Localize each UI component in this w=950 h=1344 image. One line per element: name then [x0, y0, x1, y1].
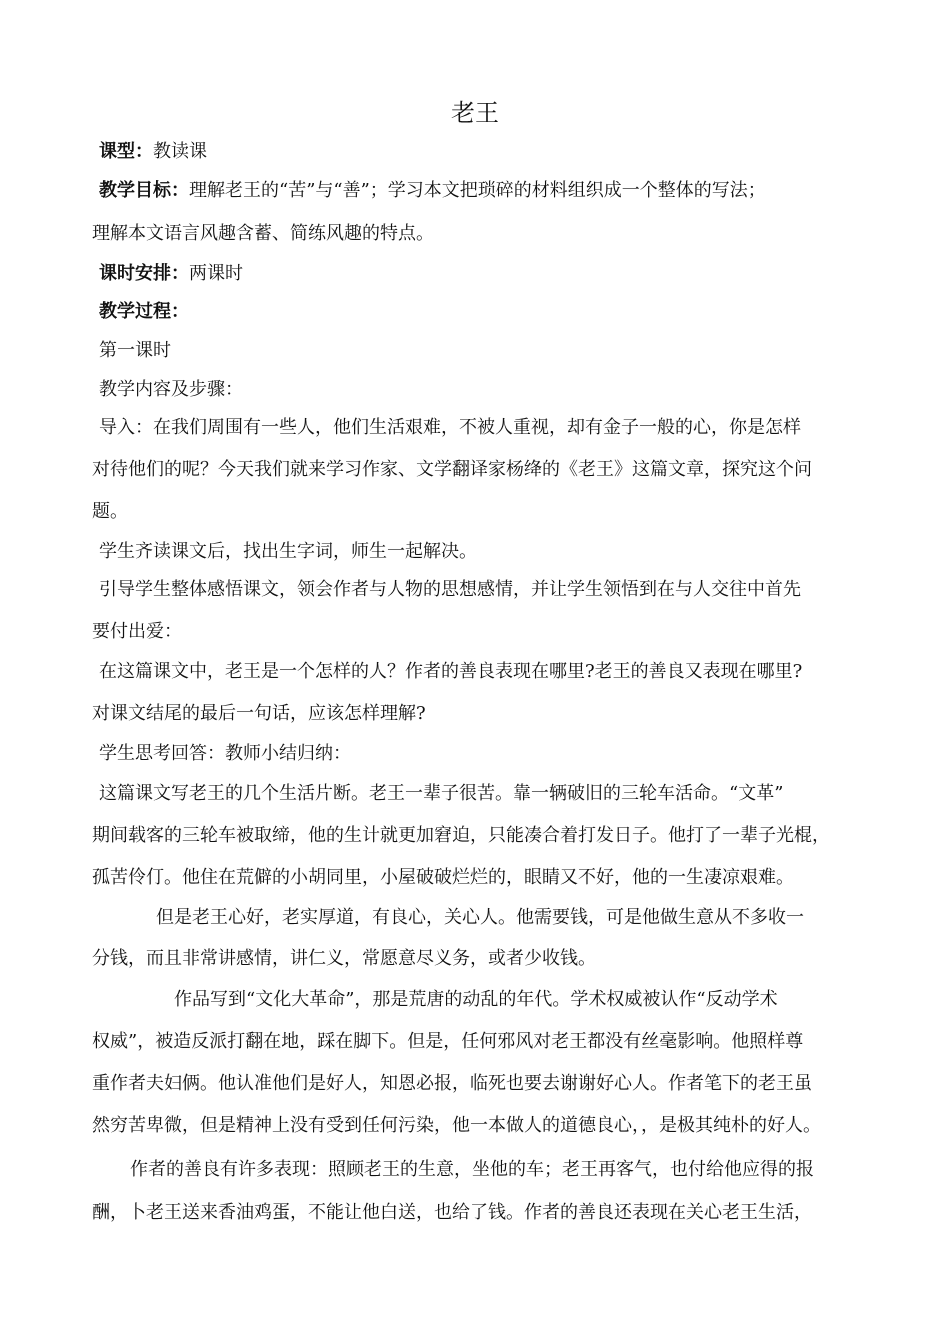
body-line: 学生齐读课文后，找出生字词，师生一起解决。 [99, 541, 477, 562]
teaching-goal-label: 教学目标： [99, 180, 189, 201]
body-line: 但是老王心好，老实厚道，有良心，关心人。他需要钱，可是他做生意从不多收一 [156, 907, 804, 928]
body-line: 学生思考回答：教师小结归纳： [99, 743, 351, 764]
body-line: 引导学生整体感悟课文，领会作者与人物的思想感情，并让学生领悟到在与人交往中首先 [99, 579, 801, 600]
body-line: 在这篇课文中，老王是一个怎样的人？作者的善良表现在哪里?老王的善良又表现在哪里? [99, 661, 803, 682]
course-type-value: 教读课 [153, 141, 207, 162]
schedule-label: 课时安排： [99, 263, 189, 284]
body-line: 对课文结尾的最后一句话，应该怎样理解? [92, 703, 426, 724]
body-line: 权威”，被造反派打翻在地，踩在脚下。但是，任何邪风对老王都没有丝毫影响。他照样尊 [92, 1031, 804, 1052]
body-line: 作者的善良有许多表现：照顾老王的生意，坐他的车；老王再客气，也付给他应得的报 [130, 1159, 814, 1180]
process-heading: 教学过程： [99, 301, 189, 322]
body-line: 酬，卜老王送来香油鸡蛋，不能让他白送，也给了钱。作者的善良还表现在关心老王生活， [92, 1202, 812, 1223]
schedule-value: 两课时 [189, 263, 243, 284]
body-line: 期间载客的三轮车被取缔，他的生计就更加窘迫，只能凑合着打发日子。他打了一辈子光棍， [92, 825, 830, 846]
body-line: 对待他们的呢？今天我们就来学习作家、文学翻译家杨绛的《老王》这篇文章，探究这个问 [92, 459, 812, 480]
course-type-label: 课型： [99, 141, 153, 162]
schedule-line [99, 262, 874, 286]
body-line: 第一课时 [99, 340, 171, 361]
document-title: 老王 [451, 99, 499, 127]
course-type-line [99, 140, 874, 164]
body-line: 孤苦伶仃。他住在荒僻的小胡同里，小屋破破烂烂的，眼睛又不好，他的一生凄凉艰难。 [92, 867, 794, 888]
teaching-goal-continuation: 理解本文语言风趣含蓄、简练风趣的特点。 [92, 223, 434, 244]
body-line: 然穷苦卑微，但是精神上没有受到任何污染，他一本做人的道德良心，，是极其纯朴的好人。 [92, 1115, 821, 1136]
body-line: 要付出爱： [92, 621, 182, 642]
body-line: 分钱，而且非常讲感情，讲仁义，常愿意尽义务，或者少收钱。 [92, 948, 596, 969]
body-line: 题。 [92, 501, 128, 522]
body-line: 这篇课文写老王的几个生活片断。老王一辈子很苦。靠一辆破旧的三轮车活命。“文革” [99, 783, 784, 804]
teaching-goal-text: 理解老王的“苦”与“善”；学习本文把琐碎的材料组织成一个整体的写法； [189, 180, 766, 201]
body-line: 导入：在我们周围有一些人，他们生活艰难，不被人重视，却有金子一般的心，你是怎样 [99, 417, 801, 438]
body-line: 教学内容及步骤： [99, 379, 243, 400]
body-line: 重作者夫妇俩。他认准他们是好人，知恩必报，临死也要去谢谢好心人。作者笔下的老王虽 [92, 1073, 812, 1094]
teaching-goal-line [99, 179, 874, 203]
body-line: 作品写到“文化大革命”，那是荒唐的动乱的年代。学术权威被认作“反动学术 [174, 989, 778, 1010]
